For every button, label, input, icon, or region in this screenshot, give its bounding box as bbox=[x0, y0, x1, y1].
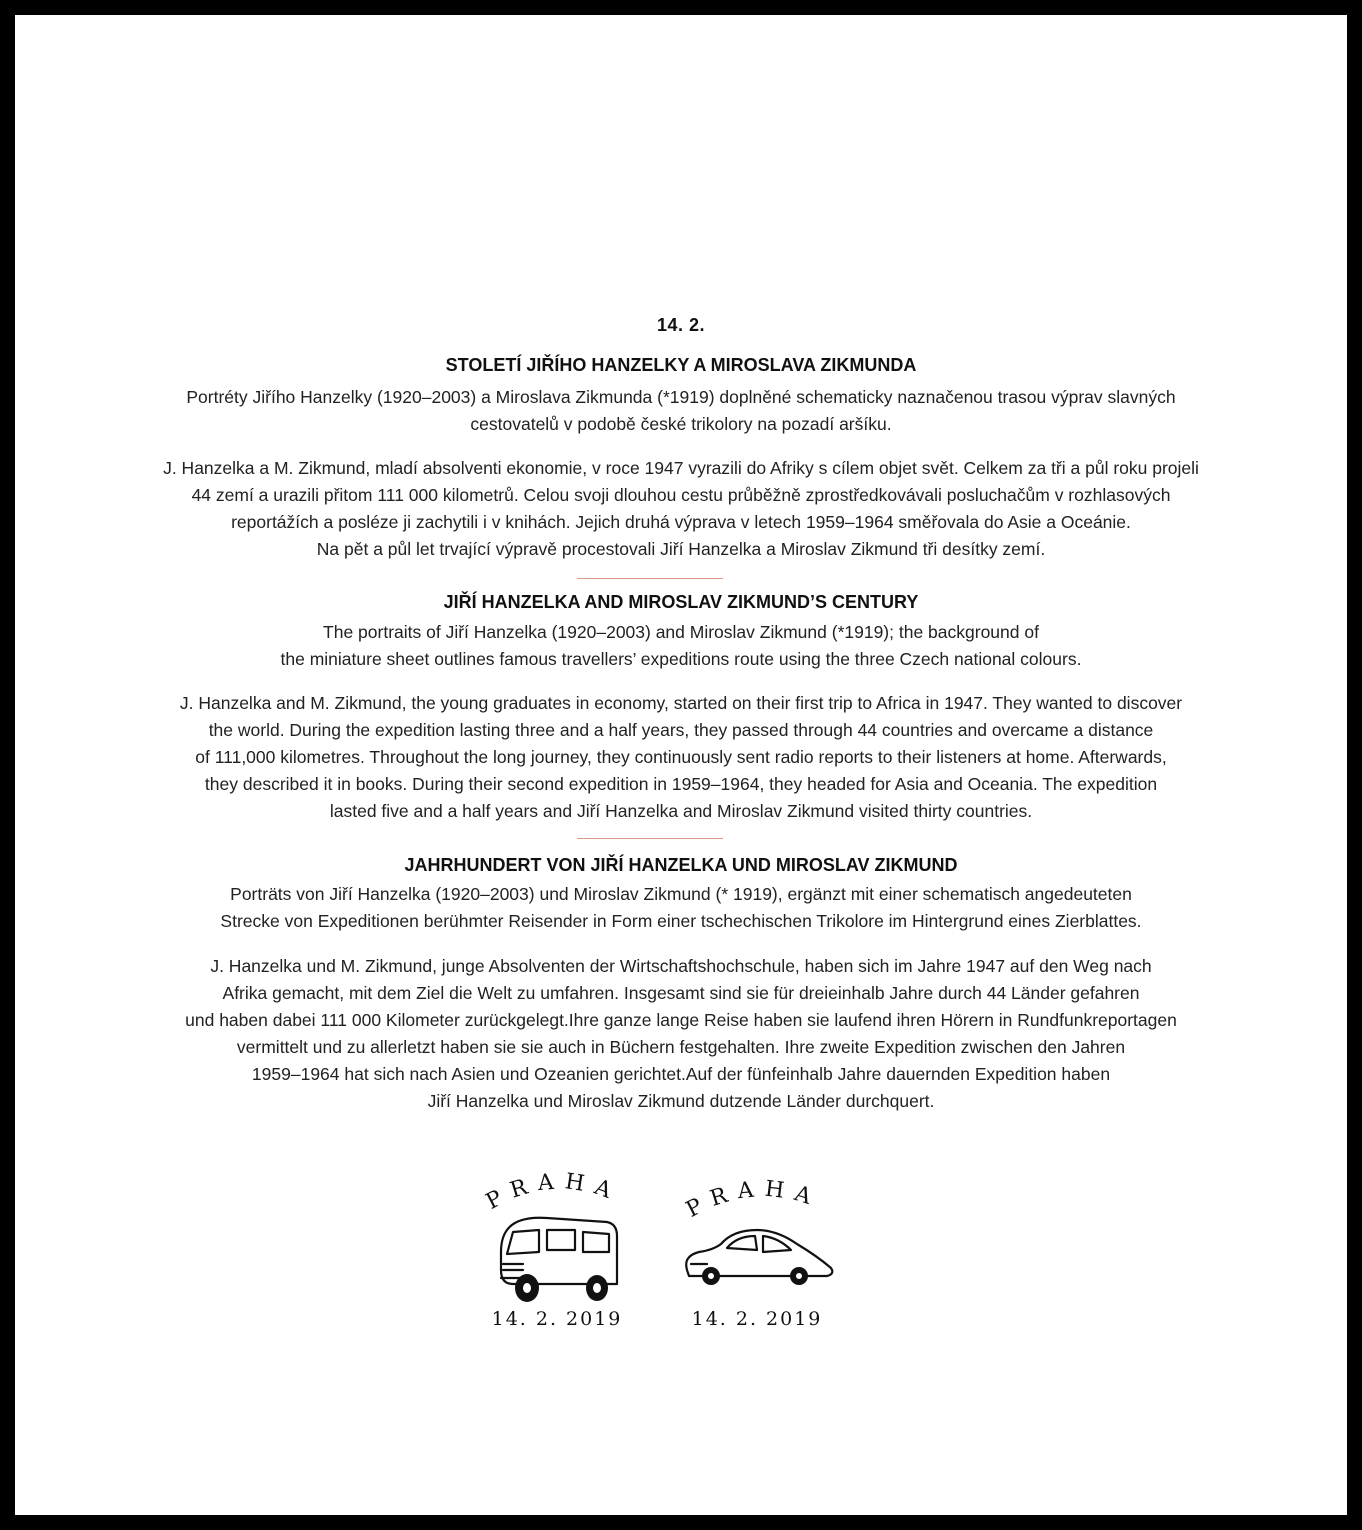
czech-intro bbox=[55, 384, 1307, 438]
car-icon bbox=[677, 1160, 837, 1330]
svg-text:PRAHA bbox=[482, 1169, 624, 1215]
english-body-line: they described it in books. During their second expedition in 1959–1964, they headed for Asia and Oceania. The expedition bbox=[204, 774, 1158, 794]
english-intro-line: The portraits of Jiří Hanzelka (1920–2003) and Miroslav Zikmund (*1919); the background of bbox=[323, 622, 1039, 642]
czech-title: STOLETÍ JIŘÍHO HANZELKY A MIROSLAVA ZIKMUNDA bbox=[445, 355, 917, 375]
german-body-line: vermittelt und zu allerletzt haben sie sie auch in Büchern festgehalten. Ihre zweite Expedition zwischen den Jahren bbox=[236, 1037, 1126, 1057]
czech-body-line: reportážích a posléze ji zachytili i v knihách. Jejich druhá výprava v letech 1959–1964 směřovala do Asie a Oceánie. bbox=[231, 512, 1131, 532]
postmark-truck bbox=[477, 1160, 637, 1330]
german-intro bbox=[55, 881, 1307, 935]
section-divider bbox=[577, 838, 723, 839]
german-body-line: J. Hanzelka und M. Zikmund, junge Absolventen der Wirtschaftshochschule, haben sich im Jahre 1947 auf den Weg nach bbox=[210, 956, 1152, 976]
english-body-line: J. Hanzelka and M. Zikmund, the young graduates in economy, started on their first trip to Africa in 1947. They wanted to discover bbox=[179, 693, 1183, 713]
stamp-city: PRAHA bbox=[482, 1169, 624, 1215]
english-body-line: lasted five and a half years and Jiří Hanzelka and Miroslav Zikmund visited thirty countries. bbox=[329, 801, 1033, 821]
czech-intro-line: cestovatelů v podobě české trikolory na pozadí aršíku. bbox=[470, 414, 892, 434]
truck-icon bbox=[477, 1160, 637, 1330]
czech-body bbox=[55, 455, 1307, 563]
document-page bbox=[15, 15, 1347, 1515]
stamp-date: 14. 2. 2019 bbox=[691, 1308, 823, 1330]
issue-date: 14. 2. bbox=[656, 315, 706, 335]
german-title: JAHRHUNDERT VON JIŘÍ HANZELKA UND MIROSLAV ZIKMUND bbox=[404, 855, 958, 875]
english-intro-line: the miniature sheet outlines famous travellers’ expeditions route using the three Czech national colours. bbox=[280, 649, 1082, 669]
english-intro bbox=[55, 619, 1307, 673]
english-title: JIŘÍ HANZELKA AND MIROSLAV ZIKMUND’S CENTURY bbox=[443, 592, 919, 612]
german-intro-line: Strecke von Expeditionen berühmter Reisender in Form einer tschechischen Trikolore im Hintergrund eines Zierblattes. bbox=[220, 911, 1142, 931]
german-body bbox=[55, 953, 1307, 1115]
czech-body-line: J. Hanzelka a M. Zikmund, mladí absolventi ekonomie, v roce 1947 vyrazili do Afriky s cílem objet svět. Celkem za tři a půl roku projeli bbox=[163, 458, 1199, 478]
german-body-line: Jiří Hanzelka und Miroslav Zikmund dutzende Länder durchquert. bbox=[427, 1091, 935, 1111]
section-divider bbox=[577, 578, 723, 579]
english-body-line: the world. During the expedition lasting three and a half years, they passed through 44 countries and overcame a distance bbox=[208, 720, 1154, 740]
czech-intro-line: Portréty Jiřího Hanzelky (1920–2003) a Miroslava Zikmunda (*1919) doplněné schematicky naznačenou trasou výprav slavných bbox=[186, 387, 1176, 407]
czech-body-line: Na pět a půl let trvající výpravě procestovali Jiří Hanzelka a Miroslav Zikmund tři desítky zemí. bbox=[316, 539, 1046, 559]
english-body-line: of 111,000 kilometres. Throughout the long journey, they continuously sent radio reports to their listeners at home. Afterwards, bbox=[195, 747, 1167, 767]
german-body-line: Afrika gemacht, mit dem Ziel die Welt zu umfahren. Insgesamt sind sie für dreieinhalb Jahre durch 44 Länder gefahren bbox=[222, 983, 1140, 1003]
czech-body-line: 44 zemí a urazili přitom 111 000 kilometrů. Celou svoji dlouhou cestu průběžně zprostředkovávali posluchačům v rozhlasových bbox=[191, 485, 1171, 505]
svg-text:PRAHA bbox=[682, 1177, 824, 1223]
stamp-date: 14. 2. 2019 bbox=[491, 1308, 623, 1330]
stamp-city: PRAHA bbox=[682, 1176, 824, 1223]
postmark-car bbox=[677, 1160, 837, 1330]
english-body bbox=[55, 690, 1307, 825]
german-body-line: und haben dabei 111 000 Kilometer zurückgelegt.Ihre ganze lange Reise haben sie laufend ihren Hörern in Rundfunkreportagen bbox=[185, 1010, 1177, 1030]
german-body-line: 1959–1964 hat sich nach Asien und Ozeanien gerichtet.Auf der fünfeinhalb Jahre dauernden Expedition haben bbox=[251, 1064, 1111, 1084]
german-intro-line: Porträts von Jiří Hanzelka (1920–2003) und Miroslav Zikmund (* 1919), ergänzt mit einer schematisch angedeuteten bbox=[230, 884, 1132, 904]
